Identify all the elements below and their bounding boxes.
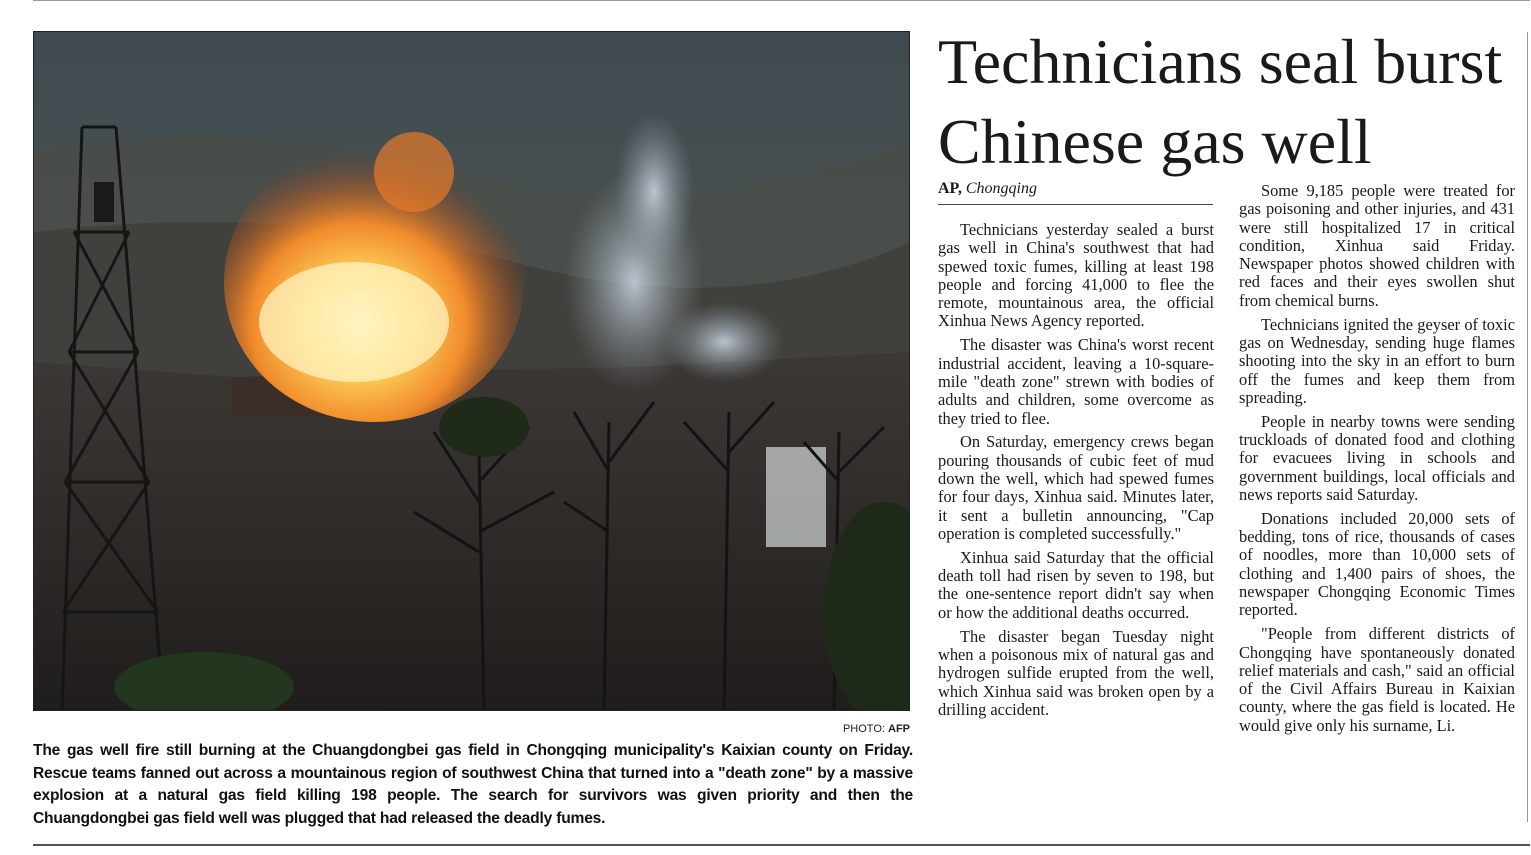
photo-caption: The gas well fire still burning at the Chuangdongbei gas field in Chongqing municipality's Kaixian county on Friday. Rescue teams fanned out across a mountainous region of southwest China that turned into a "death zone" by a massive explosion at a natural gas field killing 198 people. The search for survivors was given priority and then the Chuangdongbei gas field well was plugged that had released the deadly fumes. bbox=[33, 742, 913, 827]
byline-location: Chongqing bbox=[965, 180, 1037, 197]
bottom-rule bbox=[33, 844, 1530, 846]
article-paragraph: Xinhua said Saturday that the official death toll had risen by seven to 198, but the one-sentence report didn't say when or how the additional deaths occurred. bbox=[938, 547, 1214, 622]
article-paragraph: The disaster was China's worst recent industrial accident, leaving a 10-square-mile "death zone" strewn with bodies of adults and children, some overcome as they tried to flee. bbox=[938, 335, 1214, 428]
byline-agency: AP, bbox=[938, 180, 962, 197]
headline: Technicians seal burst Chinese gas well bbox=[938, 26, 1503, 177]
article-paragraph: Donations included 20,000 sets of bedding, tons of rice, thousands of cases of noodles, more than 10,000 sets of clothing and 1,400 pairs of shoes, the newspaper Chongqing Economic Times reported. bbox=[1239, 508, 1515, 620]
photo-credit-source: AFP bbox=[888, 723, 910, 735]
article-paragraph: Technicians yesterday sealed a burst gas well in China's southwest that had spewed toxic fumes, killing at least 198 people and forcing 41,000 to flee the remote, mountainous area, the official Xinhua News Agency reported. bbox=[938, 220, 1214, 331]
byline bbox=[938, 178, 1213, 205]
article-paragraph: People in nearby towns were sending truckloads of donated food and clothing for evacuees living in schools and government buildings, local officials and news reports said Saturday. bbox=[1239, 411, 1515, 504]
article-column-2 bbox=[1239, 182, 1515, 741]
top-rule bbox=[33, 0, 1530, 1]
right-column-rule bbox=[1527, 32, 1528, 822]
photo-credit-prefix: PHOTO: bbox=[842, 723, 888, 735]
article-paragraph: Technicians ignited the geyser of toxic gas on Wednesday, sending huge flames shooting into the sky in an effort to burn off the fumes and keep them from spreading. bbox=[1239, 314, 1515, 407]
article-column-1 bbox=[938, 221, 1214, 725]
article-paragraph: On Saturday, emergency crews began pouring thousands of cubic feet of mud down the well, which had spewed fumes for four days, Xinhua said. Minutes later, it sent a bulletin announcing, "Cap operation is completed successfully." bbox=[938, 432, 1214, 543]
gas-well-fire-photo bbox=[34, 32, 910, 711]
photo-credit bbox=[33, 723, 910, 735]
article-paragraph: Some 9,185 people were treated for gas poisoning and other injuries, and 431 were still hospitalized 17 in critical condition, Xinhua said Friday. Newspaper photos showed children with red faces and their eyes swollen shut from chemical burns. bbox=[1239, 181, 1515, 310]
news-photo bbox=[33, 31, 910, 711]
article-paragraph: "People from different districts of Chongqing have spontaneously donated relief materials and cash," said an official of the Civil Affairs Bureau in Kaixian county, where the gas field is located. He would give only his surname, Li. bbox=[1239, 624, 1515, 735]
article-paragraph: The disaster began Tuesday night when a poisonous mix of natural gas and hydrogen sulfide erupted from the well, which Xinhua said was broken open by a drilling accident. bbox=[938, 626, 1214, 719]
